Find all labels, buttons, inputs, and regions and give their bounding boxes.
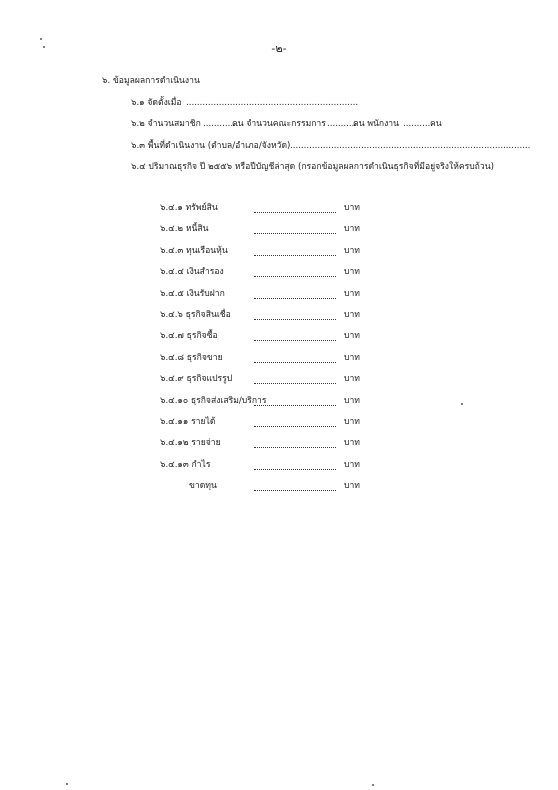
business-row-label: ๖.๔.๑๓ กำไร xyxy=(160,460,211,470)
business-row-unit: บาท xyxy=(344,331,360,341)
business-row-value-field[interactable] xyxy=(254,396,336,406)
business-row-label: ๖.๔.๑ ทรัพย์สิน xyxy=(160,203,218,213)
business-row-unit: บาท xyxy=(344,481,360,491)
area-field[interactable]: ........................................................................................ xyxy=(290,141,531,151)
members-label: ๖.๒ จำนวนสมาชิก xyxy=(131,119,201,129)
business-row-label: ๖.๔.๑๐ ธุรกิจส่งเสริม/บริการ xyxy=(160,396,267,406)
business-row-value-field[interactable] xyxy=(254,246,336,256)
scan-speck xyxy=(43,46,45,48)
business-row-value-field[interactable] xyxy=(254,460,336,470)
page-number: -๒- xyxy=(271,42,287,55)
business-row-label: ขาดทุน xyxy=(189,481,217,491)
founded-field[interactable]: ............................................................... xyxy=(186,98,359,108)
business-row-label: ๖.๔.๙ ธุรกิจแปรรูป xyxy=(160,374,233,384)
business-row-label: ๖.๔.๘ ธุรกิจขาย xyxy=(160,353,223,363)
staff-label: คน พนักงาน xyxy=(353,119,399,129)
business-row-unit: บาท xyxy=(344,224,360,234)
business-row-label: ๖.๔.๓ ทุนเรือนหุ้น xyxy=(160,246,228,256)
scan-speck xyxy=(372,784,374,786)
business-row-value-field[interactable] xyxy=(254,438,336,448)
business-row-value-field[interactable] xyxy=(254,224,336,234)
business-row-value-field[interactable] xyxy=(254,331,336,341)
business-row-unit: บาท xyxy=(344,438,360,448)
founded-label: ๖.๑ จัดตั้งเมื่อ xyxy=(131,98,182,108)
business-row-label: ๖.๔.๑๒ รายจ่าย xyxy=(160,438,221,448)
scan-speck xyxy=(40,38,42,40)
business-row-unit: บาท xyxy=(344,203,360,213)
committee-label: คน จำนวนคณะกรรมการ xyxy=(232,119,326,129)
business-row-value-field[interactable] xyxy=(254,353,336,363)
section-title: ๖. ข้อมูลผลการดำเนินงาน xyxy=(102,76,200,86)
business-row-unit: บาท xyxy=(344,396,360,406)
business-row-label: ๖.๔.๔ เงินสำรอง xyxy=(160,267,224,277)
business-row-unit: บาท xyxy=(344,310,360,320)
business-row-label: ๖.๔.๗ ธุรกิจซื้อ xyxy=(160,331,218,341)
business-row-unit: บาท xyxy=(344,417,360,427)
business-row-unit: บาท xyxy=(344,289,360,299)
scan-speck xyxy=(66,783,68,785)
area-label: ๖.๓ พื้นที่ดำเนินงาน (ตำบล/อำเภอ/จังหวัด) xyxy=(131,141,291,151)
staff-field[interactable]: ........... xyxy=(403,119,434,129)
business-row-value-field[interactable] xyxy=(254,374,336,384)
staff-unit: คน xyxy=(430,119,442,129)
business-row-unit: บาท xyxy=(344,460,360,470)
business-row-value-field[interactable] xyxy=(254,289,336,299)
members-field[interactable]: .............. xyxy=(203,119,242,129)
business-row-unit: บาท xyxy=(344,267,360,277)
business-row-value-field[interactable] xyxy=(254,310,336,320)
scan-speck xyxy=(461,403,463,405)
business-row-label: ๖.๔.๒ หนี้สิน xyxy=(160,224,209,234)
business-row-label: ๖.๔.๖ ธุรกิจสินเชื่อ xyxy=(160,310,231,320)
business-row-value-field[interactable] xyxy=(254,481,336,491)
business-row-unit: บาท xyxy=(344,374,360,384)
business-volume-label: ๖.๔ ปริมาณธุรกิจ ปี ๒๕๕๖ หรือปีบัญชีล่าสุด (กรอกข้อมูลผลการดำเนินธุรกิจที่มีอยู่จริงให้ครบถ้วน) xyxy=(131,162,494,172)
business-row-label: ๖.๔.๑๑ รายได้ xyxy=(160,417,216,427)
business-row-label: ๖.๔.๕ เงินรับฝาก xyxy=(160,289,225,299)
business-row-unit: บาท xyxy=(344,353,360,363)
business-row-unit: บาท xyxy=(344,246,360,256)
business-row-value-field[interactable] xyxy=(254,203,336,213)
committee-field[interactable]: ........... xyxy=(327,119,358,129)
business-row-value-field[interactable] xyxy=(254,267,336,277)
business-row-value-field[interactable] xyxy=(254,417,336,427)
